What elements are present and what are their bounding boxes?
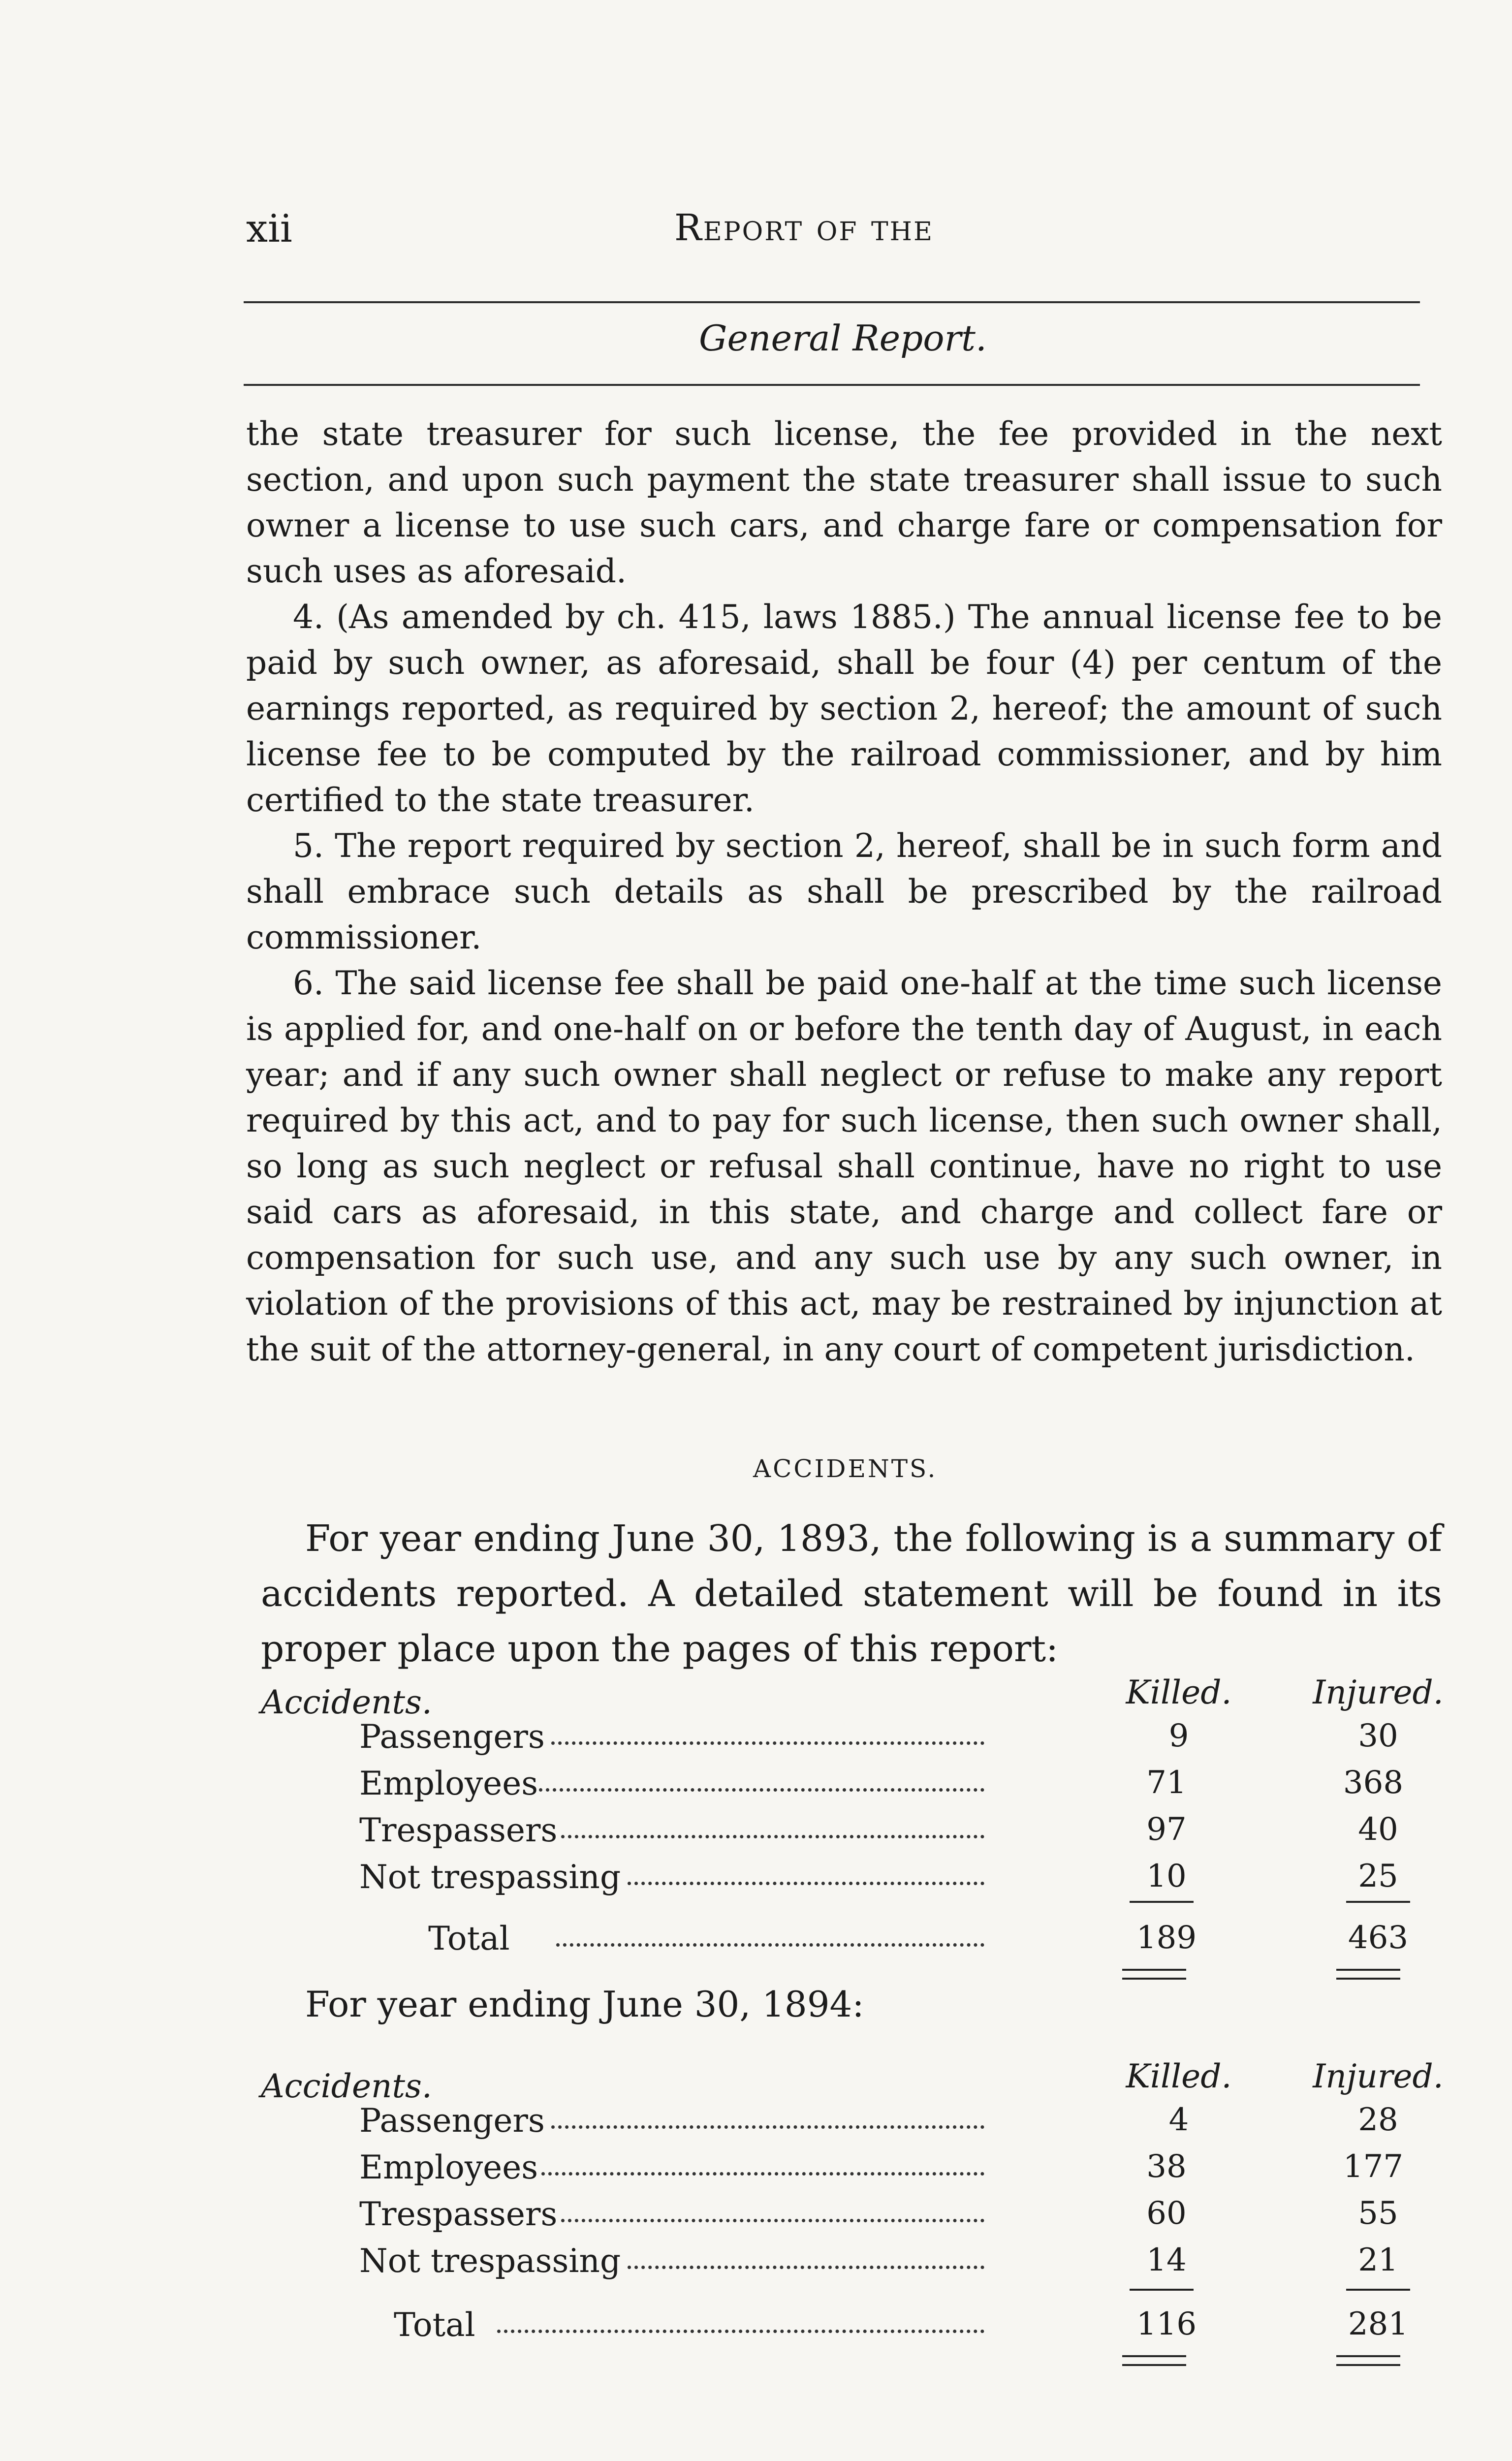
leader-dots	[561, 1830, 984, 1838]
double-rule-injured	[1336, 2355, 1400, 2366]
paragraph-section-6: 6. The said license fee shall be paid one-half at the time such license is applied for, and one-half on or before the tenth day of August, in each year; and if any such owner shall neglect or refuse to make any report required by this act, and to pay for such license, then such owner shall, so long as such neglect or refusal shall continue, have no right to use said cars as aforesaid, in this state, and charge and collect fare or compensation for such use, and any such use by any such owner, in violation of the provisions of this act, may be restrained by injunction at the suit of the attorney-general, in any court of competent jurisdiction.	[246, 964, 1442, 1368]
total-label: Total	[394, 2306, 475, 2344]
column-killed-header: Killed.	[1126, 1673, 1232, 1711]
killed-value: 60	[1146, 2195, 1187, 2232]
leader-dots	[541, 2167, 984, 2176]
total-label: Total	[428, 1920, 510, 1957]
leader-dots	[497, 2325, 984, 2333]
table-row	[0, 1765, 1512, 1809]
table-row	[0, 1858, 1512, 1902]
row-name: Not trespassing	[359, 2242, 621, 2280]
table-row	[0, 2195, 1512, 2240]
table-row	[0, 2102, 1512, 2146]
column-injured-header: Injured.	[1313, 2057, 1444, 2095]
table-total-row	[0, 2306, 1512, 2350]
running-head-text: Report of the	[674, 207, 934, 249]
double-rule-injured	[1336, 1969, 1400, 1980]
column-injured-header: Injured.	[1313, 1673, 1444, 1711]
table-row	[0, 1811, 1512, 1856]
injured-value: 55	[1358, 2195, 1398, 2232]
row-name: Not trespassing	[359, 1858, 621, 1896]
table-row	[0, 2148, 1512, 2193]
row-name: Passengers	[359, 2102, 545, 2140]
double-rule-killed	[1122, 2355, 1186, 2366]
injured-value: 25	[1358, 1858, 1398, 1894]
row-name: Employees	[359, 1765, 538, 1802]
injured-value: 28	[1358, 2102, 1398, 2138]
leader-dots	[556, 1938, 984, 1947]
folio-page-number: xii	[246, 207, 292, 251]
leader-dots	[628, 1877, 984, 1885]
injured-value: 368	[1343, 1765, 1404, 1801]
table-row	[0, 1718, 1512, 1762]
sum-rule-killed	[1130, 2289, 1194, 2291]
injured-value: 177	[1343, 2148, 1404, 2185]
accidents-intro	[261, 1511, 1442, 1676]
row-name: Trespassers	[359, 2195, 558, 2233]
leader-dots	[561, 2214, 984, 2222]
body-text	[246, 411, 1442, 1372]
table-label: Accidents.	[261, 2067, 432, 2105]
paragraph-section-5: 5. The report required by section 2, hereof, shall be in such form and shall embrace such details as shall be prescribed by the railroad commissioner.	[246, 827, 1442, 956]
injured-total: 281	[1348, 2306, 1409, 2342]
accidents-title: ACCIDENTS.	[753, 1454, 938, 1483]
header-bottom-rule	[244, 384, 1420, 386]
leader-dots	[628, 2261, 984, 2269]
killed-value: 10	[1146, 1858, 1187, 1894]
killed-value: 9	[1168, 1718, 1189, 1754]
injured-value: 30	[1358, 1718, 1398, 1754]
paragraph-continued: the state treasurer for such license, the fee provided in the next section, and upon such payment the state treasurer shall issue to such owner a license to use such cars, and charge fare or compensation for such uses as aforesaid.	[246, 415, 1442, 590]
leader-dots	[539, 1783, 984, 1792]
sum-rule-injured	[1346, 2289, 1410, 2291]
killed-value: 4	[1168, 2102, 1189, 2138]
table-total-row	[0, 1920, 1512, 1964]
intro-text: For year ending June 30, 1893, the following is a summary of accidents reported. A detailed statement will be found in its proper place upon the pages of this report:	[261, 1517, 1442, 1670]
killed-total: 116	[1136, 2306, 1197, 2342]
leader-dots	[551, 1736, 984, 1745]
injured-value: 21	[1358, 2242, 1398, 2278]
header-top-rule	[244, 301, 1420, 303]
row-name: Trespassers	[359, 1811, 558, 1849]
killed-value: 38	[1146, 2148, 1187, 2185]
row-name: Employees	[359, 2148, 538, 2186]
sum-rule-injured	[1346, 1901, 1410, 1903]
year-1894-heading: For year ending June 30, 1894:	[305, 1984, 864, 2025]
section-heading: General Report.	[699, 317, 987, 359]
row-name: Passengers	[359, 1718, 545, 1756]
sum-rule-killed	[1130, 1901, 1194, 1903]
killed-value: 97	[1146, 1811, 1187, 1848]
killed-value: 14	[1146, 2242, 1187, 2278]
leader-dots	[551, 2120, 984, 2129]
paragraph-section-4: 4. (As amended by ch. 415, laws 1885.) The annual license fee to be paid by such owner, as aforesaid, shall be four (4) per centum of the earnings reported, as required by section 2, hereof; the amount of such license fee to be computed by the railroad commissioner, and by him certified to the state treasurer.	[246, 598, 1442, 819]
killed-value: 71	[1146, 1765, 1187, 1801]
killed-total: 189	[1136, 1920, 1197, 1956]
column-killed-header: Killed.	[1126, 2057, 1232, 2095]
injured-total: 463	[1348, 1920, 1409, 1956]
table-row	[0, 2242, 1512, 2286]
double-rule-killed	[1122, 1969, 1186, 1980]
injured-value: 40	[1358, 1811, 1398, 1848]
running-head	[674, 207, 934, 249]
table-label: Accidents.	[261, 1683, 432, 1721]
